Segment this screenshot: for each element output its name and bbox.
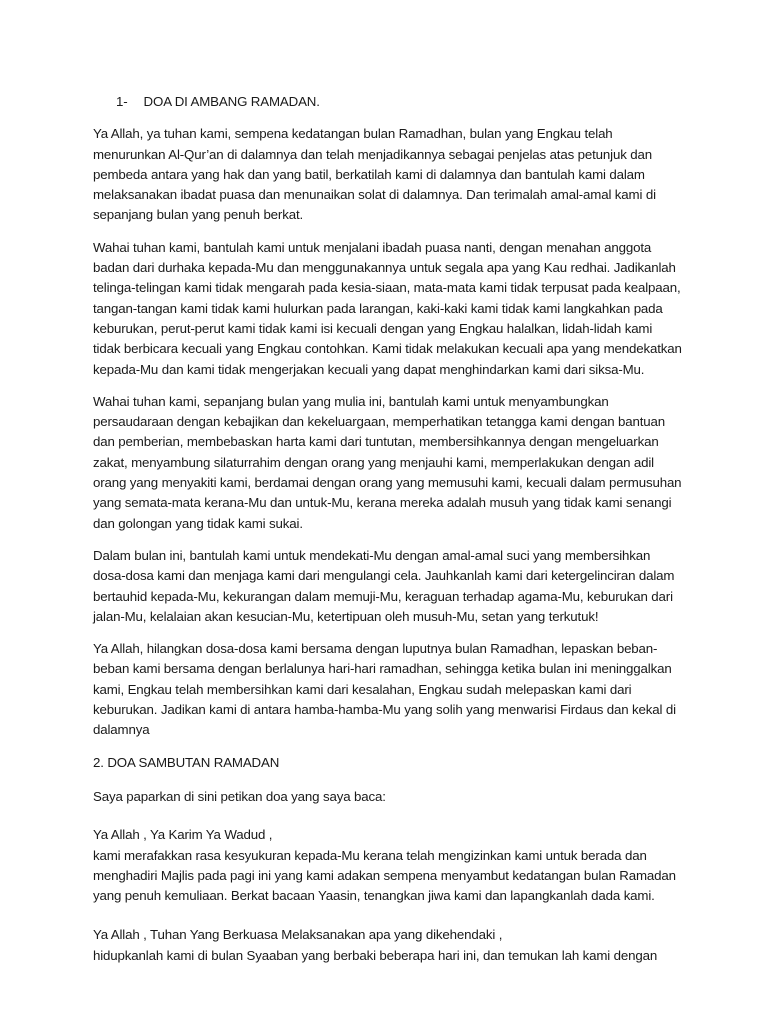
paragraph: Wahai tuhan kami, sepanjang bulan yang mulia ini, bantulah kami untuk menyambungkan persaudaraan dengan kebajikan dan kekeluargaan, memperhatikan tetangga kami dengan bantuan dan pemberian, membebaskan harta kami dari tuntutan, membersihkannya dengan mengeluarkan zakat, menyambung silaturrahim dengan orang yang menjauhi kami, memperlakukan dengan adil orang yang menyakiti kami, berdamai dengan orang yang memusuhi kami, kecuali dalam permusuhan yang semata-mata kerana-Mu dan untuk-Mu, kerana mereka adalah musuh yang tidak kami senangi dan golongan yang tidak kami sukai. bbox=[93, 393, 682, 531]
prayer-body: hidupkanlah kami di bulan Syaaban yang berbaki beberapa hari ini, dan temukan lah kami dengan bbox=[93, 947, 658, 963]
prayer-body: kami merafakkan rasa kesyukuran kepada-Mu kerana telah mengizinkan kami untuk berada dan menghadiri Majlis pada pagi ini yang kami adakan sempena menyambut kedatangan bulan Ramadan yang penuh kemuliaan. Berkat bacaan Yaasin, tenangkan jiwa kami dan lapangkanlah dada kami. bbox=[93, 847, 676, 904]
paragraph: Wahai tuhan kami, bantulah kami untuk menjalani ibadah puasa nanti, dengan menahan anggota badan dari durhaka kepada-Mu dan menggunakannya untuk segala apa yang Kau redhai. Jadikanlah telinga-telingan kami tidak mengarah pada kesia-siaan, mata-mata kami tidak terpusat pada kealpaan, tangan-tangan kami tidak kami hulurkan pada larangan, kaki-kaki kami tidak kami langkahkan pada keburukan, perut-perut kami tidak kami isi kecuali dengan yang Engkau halalkan, lidah-lidah kami tidak berbicara kecuali yang Engkau contohkan. Kami tidak melakukan kecuali apa yang mendekatkan kepada-Mu dan kami tidak mengerjakan kecuali yang dapat menghindarkan kami dari siksa-Mu. bbox=[93, 239, 682, 377]
section-1-number: 1- bbox=[116, 94, 128, 109]
section-1-title: DOA DI AMBANG RAMADAN. bbox=[143, 94, 320, 109]
document-body bbox=[93, 92, 683, 985]
prayer-opening: Ya Allah , Ya Karim Ya Wadud , bbox=[93, 827, 273, 843]
section-2-heading: 2. DOA SAMBUTAN RAMADAN bbox=[93, 754, 280, 770]
section-2-intro: Saya paparkan di sini petikan doa yang saya baca: bbox=[93, 788, 386, 804]
prayer-opening: Ya Allah , Tuhan Yang Berkuasa Melaksanakan apa yang dikehendaki , bbox=[93, 927, 503, 943]
paragraph: Dalam bulan ini, bantulah kami untuk mendekati-Mu dengan amal-amal suci yang membersihkan dosa-dosa kami dan menjaga kami dari mengulangi cela. Jauhkanlah kami dari ketergelinciran dalam bertauhid kepada-Mu, kekurangan dalam memuji-Mu, keraguan terhadap agama-Mu, keburukan dari jalan-Mu, kelalaian akan kesucian-Mu, ketertipuan oleh musuh-Mu, setan yang terkutuk! bbox=[93, 547, 675, 624]
paragraph: Ya Allah, hilangkan dosa-dosa kami bersama dengan luputnya bulan Ramadhan, lepaskan beban-beban kami bersama dengan berlalunya hari-hari ramadhan, sehingga ketika bulan ini meninggalkan kami, Engkau telah membersihkan kami dari kesalahan, Engkau sudah melepaskan kami dari keburukan. Jadikan kami di antara hamba-hamba-Mu yang solih yang menwarisi Firdaus dan kekal di dalamnya bbox=[93, 641, 676, 738]
prayer-block bbox=[93, 825, 683, 906]
paragraph: Ya Allah, ya tuhan kami, sempena kedatangan bulan Ramadhan, bulan yang Engkau telah menurunkan Al-Qur’an di dalamnya dan telah menjadikannya sebagai penjelas atas petunjuk dan pembeda antara yang hak dan yang batil, berkatilah kami di dalamnya dan bantulah kami dalam melaksanakan ibadat puasa dan menunaikan solat di dalamnya. Dan terimalah amal-amal kami di sepanjang bulan yang penuh berkat. bbox=[93, 126, 656, 223]
prayer-block bbox=[93, 925, 683, 966]
section-1-heading bbox=[93, 92, 683, 112]
